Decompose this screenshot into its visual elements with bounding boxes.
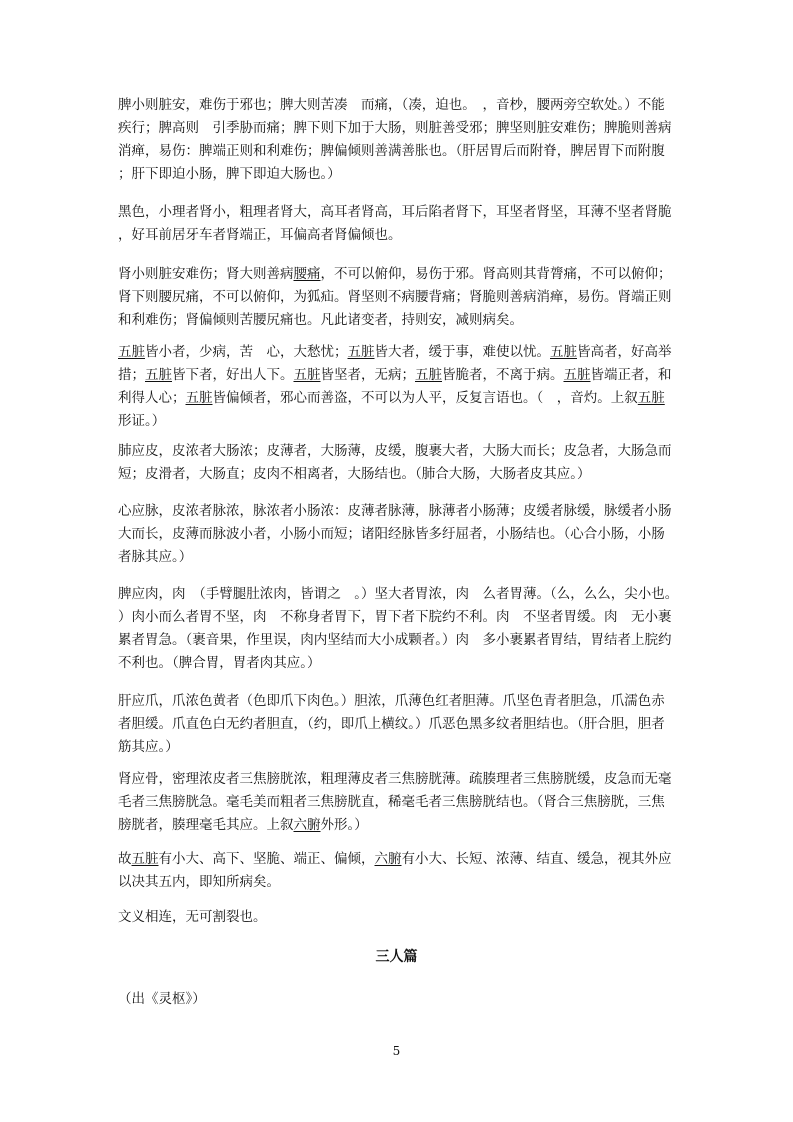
- underlined-term: 五脏: [415, 367, 442, 383]
- underlined-term: 六腑: [374, 851, 402, 867]
- underlined-term: 五脏: [563, 367, 591, 383]
- paragraph-kidney-size: 肾小则脏安难伤；肾大则善病腰痛，不可以俯仰，易伤于邪。肾高则其背膂痛，不可以俯仰；肾下则腰尻痛，不可以俯仰，为狐疝。肾坚则不病腰背痛；肾脆则善病消瘅，易伤。肾端正则和利难伤；肾偏倾则苦腰尻痛也。凡此诸变者，持则安，减则病矣。: [118, 266, 672, 328]
- page-number: 5: [392, 1044, 401, 1058]
- underlined-term: 五脏: [550, 344, 577, 360]
- paragraph-kidney-bones: 肾应骨，密理浓皮者三焦膀胱浓，粗理薄皮者三焦膀胱薄。疏腠理者三焦膀胱缓，皮急而无毫毛者三焦膀胱急。毫毛美而粗者三焦膀胱直，稀毫毛者三焦膀胱结也。（肾合三焦膀胱，三焦膀胱者，腠理毫毛其应。上叙六腑外形。）: [118, 771, 672, 833]
- underlined-term: 五脏: [118, 344, 145, 360]
- paragraph-five-zang-organs: 五脏皆小者，少病，苦 心，大愁忧；五脏皆大者，缓于事，难使以忧。五脏皆高者，好高举措；五脏皆下者，好出人下。五脏皆坚者，无病；五脏皆脆者，不离于病。五脏皆端正者，和利得人心；五脏皆偏倾者，邪心而善盗，不可以为人平，反复言语也。（ ，音灼。上叙五脏形证。）: [118, 344, 672, 429]
- paragraph-spleen-flesh: 脾应肉，肉 （手臂腿肚浓肉，皆谓之 。）坚大者胃浓，肉 么者胃薄。（么，么么，尖小也。）肉小而么者胃不坚，肉 不称身者胃下，胃下者下脘约不利。肉 不坚者胃缓。肉 无小裹累者胃急。（裹音果，作里误，肉内坚结而大小成颗者。）肉 多小裹累者胃结，胃结者上脘约不利也。（脾合胃，胃者肉其应。）: [118, 586, 672, 671]
- underlined-term: 五脏: [145, 367, 172, 383]
- underlined-term: 六腑: [293, 817, 321, 833]
- paragraph-summary: 故五脏有小大、高下、坚脆、端正、偏倾，六腑有小大、长短、浓薄、结直、缓急，视其外应以决其五内，即知所病矣。: [118, 851, 672, 890]
- paragraph-spleen-size: 脾小则脏安，难伤于邪也；脾大则苦凑 而痛，（凑，迫也。 ，音杪，腰两旁空软处。）不能疾行；脾高则 引季胁而痛；脾下则下加于大肠，则脏善受邪；脾坚则脏安难伤；脾脆则善病消瘅，易伤：脾端正则和利难伤；脾偏倾则善满善胀也。（肝居胃后而附脊，脾居胃下而附腹；肝下即迫小肠，脾下即迫大肠也。）: [118, 97, 672, 182]
- underlined-term: 五脏: [637, 390, 665, 406]
- underlined-term: 腰痛: [293, 266, 321, 282]
- underlined-term: 五脏: [293, 367, 321, 383]
- underlined-term: 五脏: [131, 851, 159, 867]
- paragraph-closing-note: 文义相连，无可割裂也。: [118, 909, 267, 925]
- paragraph-liver-nails: 肝应爪，爪浓色黄者（色即爪下肉色。）胆浓，爪薄色红者胆薄。爪坚色青者胆急，爪濡色赤者胆缓。爪直色白无约者胆直，（约，即爪上横纹。）爪恶色黑多纹者胆结也。（肝合胆，胆者筋其应。）: [118, 693, 665, 755]
- underlined-term: 五脏: [347, 344, 375, 360]
- paragraph-lung-skin: 肺应皮，皮浓者大肠浓；皮薄者，大肠薄，皮缓，腹裹大者，大肠大而长；皮急者，大肠急而短；皮滑者，大肠直；皮肉不相离者，大肠结也。（肺合大肠，大肠者皮其应。）: [118, 443, 672, 482]
- underlined-term: 五脏: [185, 390, 213, 406]
- section-heading: 三人篇: [375, 949, 418, 965]
- paragraph-heart-pulse: 心应脉，皮浓者脉浓，脉浓者小肠浓：皮薄者脉薄，脉薄者小肠薄；皮缓者脉缓，脉缓者小肠大而长，皮薄而脉波小者，小肠小而短；诸阳经脉皆多纡屈者，小肠结也。（心合小肠，小肠者脉其应。）: [118, 503, 672, 565]
- paragraph-black-color-kidney: 黑色，小理者肾小，粗理者肾大，高耳者肾高，耳后陷者肾下，耳坚者肾坚，耳薄不坚者肾脆，好耳前居牙车者肾端正，耳偏高者肾偏倾也。: [118, 204, 672, 243]
- source-note: （出《灵枢》）: [118, 991, 206, 1007]
